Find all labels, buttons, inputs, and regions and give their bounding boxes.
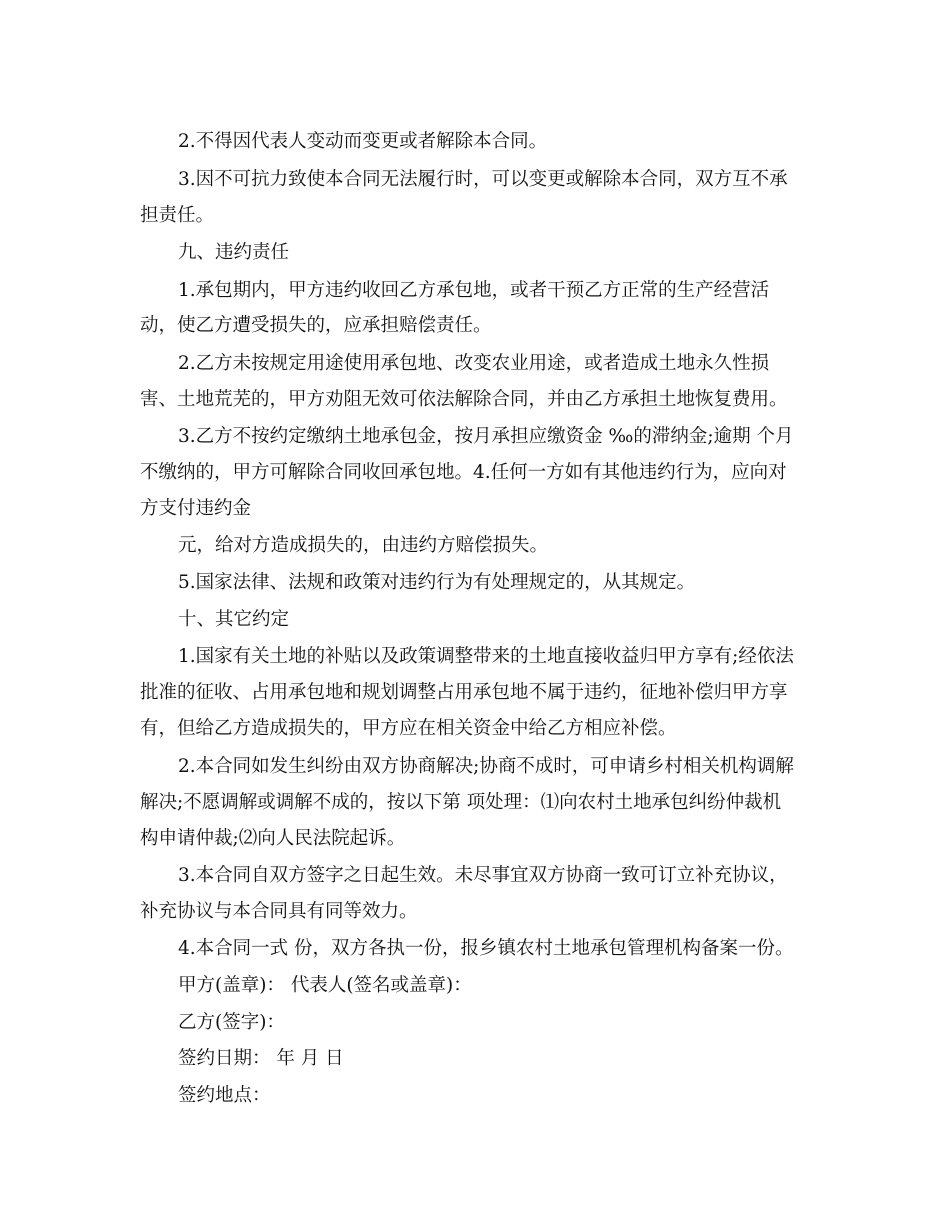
signing-place: 签约地点： bbox=[178, 1085, 271, 1106]
clause-10-2: 2.本合同如发生纠纷由双方协商解决;协商不成时，可申请乡村相关机构调解 bbox=[178, 756, 794, 777]
clause-9-2: 2.乙方未按规定用途使用承包地、改变农业用途，或者造成土地永久性损 bbox=[178, 353, 770, 374]
clause-10-3-cont: 补充协议与本合同具有同等效力。 bbox=[140, 901, 418, 922]
section-heading-10: 十、其它约定 bbox=[178, 609, 290, 630]
clause-10-1-cont: 批准的征收、占用承包地和规划调整占用承包地不属于违约，征地补偿归甲方享 bbox=[140, 682, 788, 703]
signing-date: 签约日期： 年 月 日 bbox=[178, 1048, 344, 1069]
clause-10-1: 1.国家有关土地的补贴以及政策调整带来的土地直接收益归甲方享有;经依法 bbox=[178, 646, 794, 667]
clause-8-3: 3.因不可抗力致使本合同无法履行时，可以变更或解除本合同，双方互不承 bbox=[178, 169, 788, 190]
clause-9-5: 5.国家法律、法规和政策对违约行为有处理规定的，从其规定。 bbox=[178, 572, 696, 593]
clause-10-2-cont-2: 构申请仲裁;⑵向人民法院起诉。 bbox=[140, 828, 406, 849]
clause-10-4: 4.本合同一式 份，双方各执一份，报乡镇农村土地承包管理机构备案一份。 bbox=[178, 938, 794, 959]
clause-9-1: 1.承包期内，甲方违约收回乙方承包地，或者干预乙方正常的生产经营活 bbox=[178, 280, 770, 301]
clause-9-4-cont-2: 元，给对方造成损失的，由违约方赔偿损失。 bbox=[178, 535, 549, 556]
clause-8-2: 2.不得因代表人变动而变更或者解除本合同。 bbox=[178, 131, 548, 152]
clause-8-3-cont: 担责任。 bbox=[140, 205, 215, 226]
clause-9-1-cont: 动，使乙方遭受损失的，应承担赔偿责任。 bbox=[140, 315, 492, 336]
clause-10-3: 3.本合同自双方签字之日起生效。未尽事宜双方协商一致可订立补充协议， bbox=[178, 865, 788, 886]
clause-9-3: 3.乙方不按约定缴纳土地承包金，按月承担应缴资金 ‰的滞纳金;逾期 个月 bbox=[178, 426, 794, 447]
clause-9-2-cont: 害、土地荒芜的，甲方劝阻无效可依法解除合同，并由乙方承担土地恢复费用。 bbox=[140, 389, 788, 410]
section-heading-9: 九、违约责任 bbox=[178, 242, 290, 263]
party-b-signature: 乙方(签字)： bbox=[178, 1012, 285, 1033]
clause-10-2-cont: 解决;不愿调解或调解不成的，按以下第 项处理：⑴向农村土地承包纠纷仲裁机 bbox=[140, 792, 782, 813]
clause-9-3-cont: 不缴纳的，甲方可解除合同收回承包地。4.任何一方如有其他违约行为，应向对 bbox=[140, 462, 787, 483]
clause-10-1-cont-2: 有，但给乙方造成损失的，甲方应在相关资金中给乙方相应补偿。 bbox=[140, 718, 677, 739]
party-a-signature: 甲方(盖章)： 代表人(签名或盖章)： bbox=[178, 975, 472, 996]
clause-9-4-cont: 方支付违约金 bbox=[140, 498, 252, 519]
